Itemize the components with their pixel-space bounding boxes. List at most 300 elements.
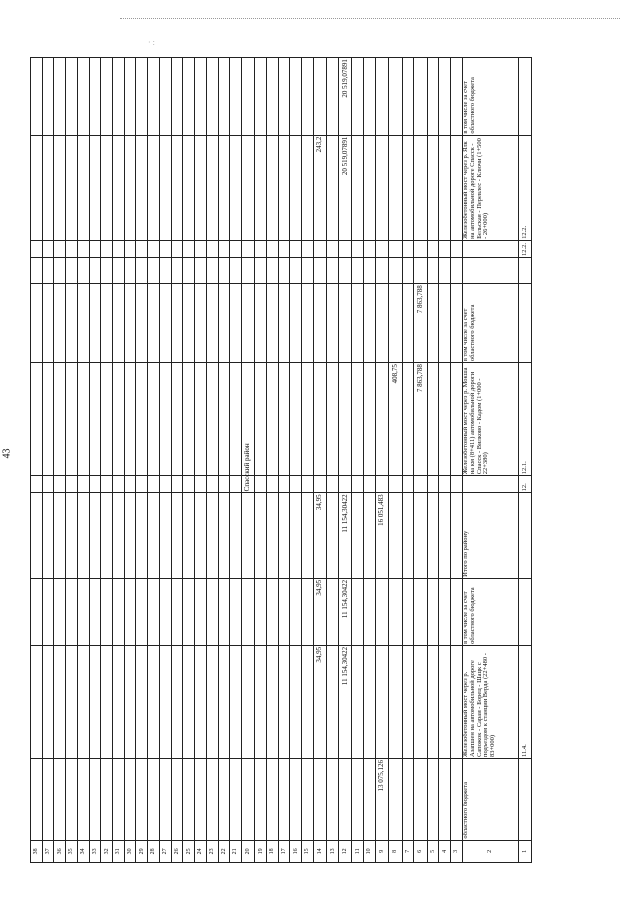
empty-cell bbox=[451, 363, 463, 476]
empty-cell bbox=[183, 645, 195, 758]
column-number: 36 bbox=[54, 840, 66, 862]
empty-cell bbox=[148, 578, 160, 645]
table-row bbox=[124, 58, 136, 863]
table-row bbox=[54, 58, 66, 863]
empty-cell bbox=[451, 476, 463, 493]
empty-cell bbox=[414, 240, 427, 257]
column-number: 17 bbox=[278, 840, 290, 862]
empty-cell bbox=[101, 645, 113, 758]
empty-cell bbox=[89, 476, 101, 493]
empty-cell bbox=[206, 58, 218, 136]
empty-cell bbox=[148, 257, 160, 283]
empty-cell bbox=[402, 493, 414, 579]
empty-cell bbox=[124, 257, 136, 283]
table-row bbox=[451, 58, 463, 863]
empty-cell bbox=[313, 284, 326, 363]
empty-cell bbox=[290, 476, 302, 493]
empty-cell bbox=[54, 578, 66, 645]
empty-cell bbox=[439, 284, 451, 363]
empty-cell bbox=[66, 135, 78, 240]
empty-cell bbox=[101, 284, 113, 363]
empty-cell bbox=[414, 645, 427, 758]
funding-source bbox=[462, 257, 518, 283]
funding-source: в том числе за счет областного бюджета bbox=[462, 284, 518, 363]
empty-cell bbox=[66, 363, 78, 476]
table-row bbox=[230, 58, 242, 863]
object-name: Железобетонный мост через р. Ялк на автомобильной дороге Спасск - Бельская - Перевлес - Ключи (1+500 - 26+000) bbox=[462, 135, 518, 240]
table-row bbox=[241, 58, 254, 863]
value-cell: 34,95 bbox=[313, 493, 326, 579]
table-row bbox=[414, 58, 427, 863]
table-row bbox=[183, 58, 195, 863]
page-number: 43 bbox=[1, 448, 13, 459]
empty-cell bbox=[402, 578, 414, 645]
empty-cell bbox=[171, 476, 183, 493]
empty-cell bbox=[101, 759, 113, 841]
empty-cell bbox=[42, 493, 54, 579]
column-number: 32 bbox=[101, 840, 113, 862]
empty-cell bbox=[427, 58, 439, 136]
value-cell: 11 154,30422 bbox=[339, 578, 352, 645]
empty-cell bbox=[352, 257, 364, 283]
column-number: 27 bbox=[159, 840, 171, 862]
empty-cell bbox=[218, 476, 230, 493]
empty-cell bbox=[66, 240, 78, 257]
empty-cell bbox=[89, 58, 101, 136]
empty-cell bbox=[136, 284, 148, 363]
empty-cell bbox=[159, 645, 171, 758]
empty-cell bbox=[427, 284, 439, 363]
column-number: 5 bbox=[427, 840, 439, 862]
empty-cell bbox=[389, 257, 402, 283]
empty-cell bbox=[195, 578, 207, 645]
empty-cell bbox=[327, 759, 339, 841]
empty-cell bbox=[241, 240, 254, 257]
empty-cell bbox=[124, 58, 136, 136]
district-banner: Спасский район bbox=[241, 476, 254, 493]
empty-cell bbox=[302, 476, 314, 493]
empty-cell bbox=[31, 257, 43, 283]
empty-cell bbox=[327, 578, 339, 645]
empty-cell bbox=[66, 493, 78, 579]
empty-cell bbox=[439, 363, 451, 476]
empty-cell bbox=[427, 476, 439, 493]
empty-cell bbox=[241, 759, 254, 841]
empty-cell bbox=[159, 759, 171, 841]
empty-cell bbox=[124, 645, 136, 758]
funding-source: в том числе за счет областного бюджета bbox=[462, 58, 518, 136]
row-id bbox=[519, 58, 532, 136]
empty-cell bbox=[230, 284, 242, 363]
table-row bbox=[101, 58, 113, 863]
empty-cell bbox=[278, 58, 290, 136]
empty-cell bbox=[439, 645, 451, 758]
empty-cell bbox=[352, 578, 364, 645]
empty-cell bbox=[113, 257, 125, 283]
empty-cell bbox=[290, 493, 302, 579]
empty-cell bbox=[278, 578, 290, 645]
empty-cell bbox=[89, 284, 101, 363]
empty-cell bbox=[113, 578, 125, 645]
empty-cell bbox=[77, 240, 89, 257]
table-row bbox=[313, 58, 326, 863]
empty-cell bbox=[206, 645, 218, 758]
empty-cell bbox=[230, 476, 242, 493]
empty-cell bbox=[206, 284, 218, 363]
table-row bbox=[402, 58, 414, 863]
table-row bbox=[42, 58, 54, 863]
table-row bbox=[31, 58, 43, 863]
empty-cell bbox=[339, 759, 352, 841]
value-cell: 11 154,30422 bbox=[339, 493, 352, 579]
row-id: 11.4. bbox=[519, 645, 532, 758]
empty-cell bbox=[462, 476, 518, 493]
value-cell: 7 863,788 bbox=[414, 363, 427, 476]
empty-cell bbox=[148, 240, 160, 257]
empty-cell bbox=[313, 363, 326, 476]
empty-cell bbox=[451, 284, 463, 363]
scan-speck: · : bbox=[148, 38, 155, 47]
table-row bbox=[302, 58, 314, 863]
empty-cell bbox=[113, 363, 125, 476]
empty-cell bbox=[290, 58, 302, 136]
column-number: 23 bbox=[206, 840, 218, 862]
empty-cell bbox=[267, 363, 279, 476]
empty-cell bbox=[218, 645, 230, 758]
column-number: 35 bbox=[66, 840, 78, 862]
value-cell: 34,95 bbox=[313, 645, 326, 758]
empty-cell bbox=[124, 759, 136, 841]
empty-cell bbox=[255, 58, 267, 136]
empty-cell bbox=[414, 493, 427, 579]
empty-cell bbox=[439, 257, 451, 283]
empty-cell bbox=[124, 135, 136, 240]
empty-cell bbox=[267, 58, 279, 136]
empty-cell bbox=[124, 476, 136, 493]
budget-table bbox=[30, 57, 532, 863]
empty-cell bbox=[230, 759, 242, 841]
column-number: 24 bbox=[195, 840, 207, 862]
table-row bbox=[66, 58, 78, 863]
empty-cell bbox=[206, 135, 218, 240]
column-number: 7 bbox=[402, 840, 414, 862]
column-number: 12 bbox=[339, 840, 352, 862]
empty-cell bbox=[159, 58, 171, 136]
empty-cell bbox=[54, 363, 66, 476]
column-number: 31 bbox=[113, 840, 125, 862]
empty-cell bbox=[77, 493, 89, 579]
empty-cell bbox=[66, 58, 78, 136]
empty-cell bbox=[42, 135, 54, 240]
empty-cell bbox=[352, 476, 364, 493]
empty-cell bbox=[171, 58, 183, 136]
empty-cell bbox=[42, 363, 54, 476]
empty-cell bbox=[414, 578, 427, 645]
empty-cell bbox=[206, 476, 218, 493]
empty-cell bbox=[195, 240, 207, 257]
table-row bbox=[364, 58, 376, 863]
empty-cell bbox=[389, 476, 402, 493]
empty-cell bbox=[148, 363, 160, 476]
empty-cell bbox=[451, 257, 463, 283]
column-number: 2 bbox=[462, 840, 518, 862]
empty-cell bbox=[77, 363, 89, 476]
table-row bbox=[290, 58, 302, 863]
row-id bbox=[519, 284, 532, 363]
empty-cell bbox=[402, 240, 414, 257]
empty-cell bbox=[302, 645, 314, 758]
empty-cell bbox=[427, 135, 439, 240]
empty-cell bbox=[352, 645, 364, 758]
empty-cell bbox=[339, 284, 352, 363]
column-number: 38 bbox=[31, 840, 43, 862]
empty-cell bbox=[195, 58, 207, 136]
empty-cell bbox=[230, 240, 242, 257]
empty-cell bbox=[218, 58, 230, 136]
table-row bbox=[327, 58, 339, 863]
empty-cell bbox=[302, 58, 314, 136]
empty-cell bbox=[159, 257, 171, 283]
empty-cell bbox=[31, 578, 43, 645]
empty-cell bbox=[77, 578, 89, 645]
empty-cell bbox=[206, 363, 218, 476]
value-cell: 11 154,30422 bbox=[339, 645, 352, 758]
empty-cell bbox=[451, 645, 463, 758]
empty-cell bbox=[267, 759, 279, 841]
empty-cell bbox=[31, 58, 43, 136]
empty-cell bbox=[113, 645, 125, 758]
empty-cell bbox=[290, 759, 302, 841]
empty-cell bbox=[66, 645, 78, 758]
empty-cell bbox=[451, 240, 463, 257]
empty-cell bbox=[375, 135, 388, 240]
empty-cell bbox=[148, 284, 160, 363]
empty-cell bbox=[427, 759, 439, 841]
table-row bbox=[171, 58, 183, 863]
empty-cell bbox=[375, 578, 388, 645]
empty-cell bbox=[54, 645, 66, 758]
value-cell: 20 519,07891 bbox=[339, 58, 352, 136]
empty-cell bbox=[171, 645, 183, 758]
column-number: 22 bbox=[218, 840, 230, 862]
empty-cell bbox=[136, 135, 148, 240]
empty-cell bbox=[66, 257, 78, 283]
scan-artifact-line bbox=[120, 18, 620, 20]
empty-cell bbox=[352, 58, 364, 136]
empty-cell bbox=[389, 578, 402, 645]
empty-cell bbox=[206, 257, 218, 283]
empty-cell bbox=[267, 240, 279, 257]
empty-cell bbox=[183, 363, 195, 476]
empty-cell bbox=[327, 493, 339, 579]
column-number: 3 bbox=[451, 840, 463, 862]
empty-cell bbox=[124, 493, 136, 579]
empty-cell bbox=[218, 284, 230, 363]
table-row bbox=[206, 58, 218, 863]
empty-cell bbox=[313, 240, 326, 257]
empty-cell bbox=[255, 493, 267, 579]
empty-cell bbox=[389, 135, 402, 240]
empty-cell bbox=[327, 135, 339, 240]
empty-cell bbox=[439, 240, 451, 257]
empty-cell bbox=[113, 58, 125, 136]
empty-cell bbox=[206, 578, 218, 645]
empty-cell bbox=[241, 645, 254, 758]
empty-cell bbox=[31, 493, 43, 579]
empty-cell bbox=[278, 645, 290, 758]
empty-cell bbox=[255, 578, 267, 645]
row-id: 12. bbox=[519, 476, 532, 493]
empty-cell bbox=[462, 240, 518, 257]
empty-cell bbox=[290, 240, 302, 257]
empty-cell bbox=[148, 759, 160, 841]
empty-cell bbox=[113, 135, 125, 240]
empty-cell bbox=[31, 135, 43, 240]
table-row bbox=[218, 58, 230, 863]
empty-cell bbox=[290, 645, 302, 758]
empty-cell bbox=[136, 363, 148, 476]
empty-cell bbox=[364, 257, 376, 283]
empty-cell bbox=[148, 58, 160, 136]
empty-cell bbox=[267, 578, 279, 645]
empty-cell bbox=[113, 284, 125, 363]
empty-cell bbox=[375, 476, 388, 493]
row-id: 12.2. bbox=[519, 240, 532, 257]
empty-cell bbox=[136, 240, 148, 257]
empty-cell bbox=[375, 257, 388, 283]
table-row bbox=[519, 58, 532, 863]
empty-cell bbox=[451, 759, 463, 841]
empty-cell bbox=[195, 645, 207, 758]
empty-cell bbox=[278, 476, 290, 493]
empty-cell bbox=[402, 476, 414, 493]
empty-cell bbox=[290, 578, 302, 645]
empty-cell bbox=[89, 578, 101, 645]
empty-cell bbox=[183, 135, 195, 240]
empty-cell bbox=[364, 759, 376, 841]
empty-cell bbox=[302, 578, 314, 645]
column-number: 10 bbox=[364, 840, 376, 862]
empty-cell bbox=[364, 645, 376, 758]
empty-cell bbox=[77, 284, 89, 363]
empty-cell bbox=[255, 363, 267, 476]
empty-cell bbox=[159, 363, 171, 476]
object-name: Итого по району bbox=[462, 493, 518, 579]
table-row bbox=[462, 58, 518, 863]
empty-cell bbox=[89, 240, 101, 257]
row-id: 12.2. bbox=[519, 135, 532, 240]
empty-cell bbox=[267, 645, 279, 758]
empty-cell bbox=[339, 240, 352, 257]
empty-cell bbox=[171, 284, 183, 363]
empty-cell bbox=[183, 257, 195, 283]
table-row bbox=[136, 58, 148, 863]
empty-cell bbox=[302, 493, 314, 579]
empty-cell bbox=[241, 578, 254, 645]
empty-cell bbox=[42, 578, 54, 645]
column-number: 11 bbox=[352, 840, 364, 862]
empty-cell bbox=[290, 363, 302, 476]
empty-cell bbox=[159, 476, 171, 493]
empty-cell bbox=[171, 257, 183, 283]
column-number: 33 bbox=[89, 840, 101, 862]
empty-cell bbox=[278, 240, 290, 257]
empty-cell bbox=[278, 493, 290, 579]
empty-cell bbox=[241, 493, 254, 579]
empty-cell bbox=[195, 284, 207, 363]
empty-cell bbox=[89, 493, 101, 579]
empty-cell bbox=[148, 645, 160, 758]
empty-cell bbox=[327, 363, 339, 476]
empty-cell bbox=[89, 363, 101, 476]
empty-cell bbox=[195, 759, 207, 841]
empty-cell bbox=[195, 257, 207, 283]
empty-cell bbox=[255, 240, 267, 257]
empty-cell bbox=[327, 284, 339, 363]
empty-cell bbox=[171, 135, 183, 240]
empty-cell bbox=[101, 257, 113, 283]
empty-cell bbox=[278, 284, 290, 363]
object-name: Железобетонный мост через р. Мокша на км (8+411) автомобильной дороги Спасск - Вилково - Кадом (1+000 - 22+380) bbox=[462, 363, 518, 476]
empty-cell bbox=[42, 645, 54, 758]
column-number: 1 bbox=[519, 840, 532, 862]
empty-cell bbox=[402, 363, 414, 476]
empty-cell bbox=[339, 476, 352, 493]
empty-cell bbox=[31, 759, 43, 841]
empty-cell bbox=[364, 240, 376, 257]
value-cell: 7 863,788 bbox=[414, 284, 427, 363]
table-row bbox=[389, 58, 402, 863]
empty-cell bbox=[136, 759, 148, 841]
table-row bbox=[427, 58, 439, 863]
empty-cell bbox=[451, 58, 463, 136]
empty-cell bbox=[375, 645, 388, 758]
row-id bbox=[519, 759, 532, 841]
empty-cell bbox=[267, 257, 279, 283]
empty-cell bbox=[352, 284, 364, 363]
empty-cell bbox=[278, 135, 290, 240]
empty-cell bbox=[255, 257, 267, 283]
empty-cell bbox=[439, 135, 451, 240]
empty-cell bbox=[54, 240, 66, 257]
empty-cell bbox=[414, 759, 427, 841]
empty-cell bbox=[31, 284, 43, 363]
empty-cell bbox=[402, 58, 414, 136]
empty-cell bbox=[255, 135, 267, 240]
empty-cell bbox=[54, 493, 66, 579]
empty-cell bbox=[302, 284, 314, 363]
empty-cell bbox=[302, 759, 314, 841]
empty-cell bbox=[171, 578, 183, 645]
table-row bbox=[352, 58, 364, 863]
object-name: Железобетонный мост через р. Азапшен на автомобильной дороге Сапожок - Сараи - Борец - Шацк с подъездом к станции Верда (22+480 - 83+000) bbox=[462, 645, 518, 758]
empty-cell bbox=[218, 135, 230, 240]
empty-cell bbox=[267, 284, 279, 363]
column-number: 18 bbox=[267, 840, 279, 862]
empty-cell bbox=[195, 363, 207, 476]
empty-cell bbox=[389, 493, 402, 579]
empty-cell bbox=[148, 493, 160, 579]
empty-cell bbox=[402, 759, 414, 841]
empty-cell bbox=[31, 476, 43, 493]
empty-cell bbox=[54, 476, 66, 493]
empty-cell bbox=[389, 240, 402, 257]
empty-cell bbox=[439, 759, 451, 841]
empty-cell bbox=[124, 284, 136, 363]
empty-cell bbox=[54, 135, 66, 240]
empty-cell bbox=[451, 493, 463, 579]
table-row bbox=[77, 58, 89, 863]
